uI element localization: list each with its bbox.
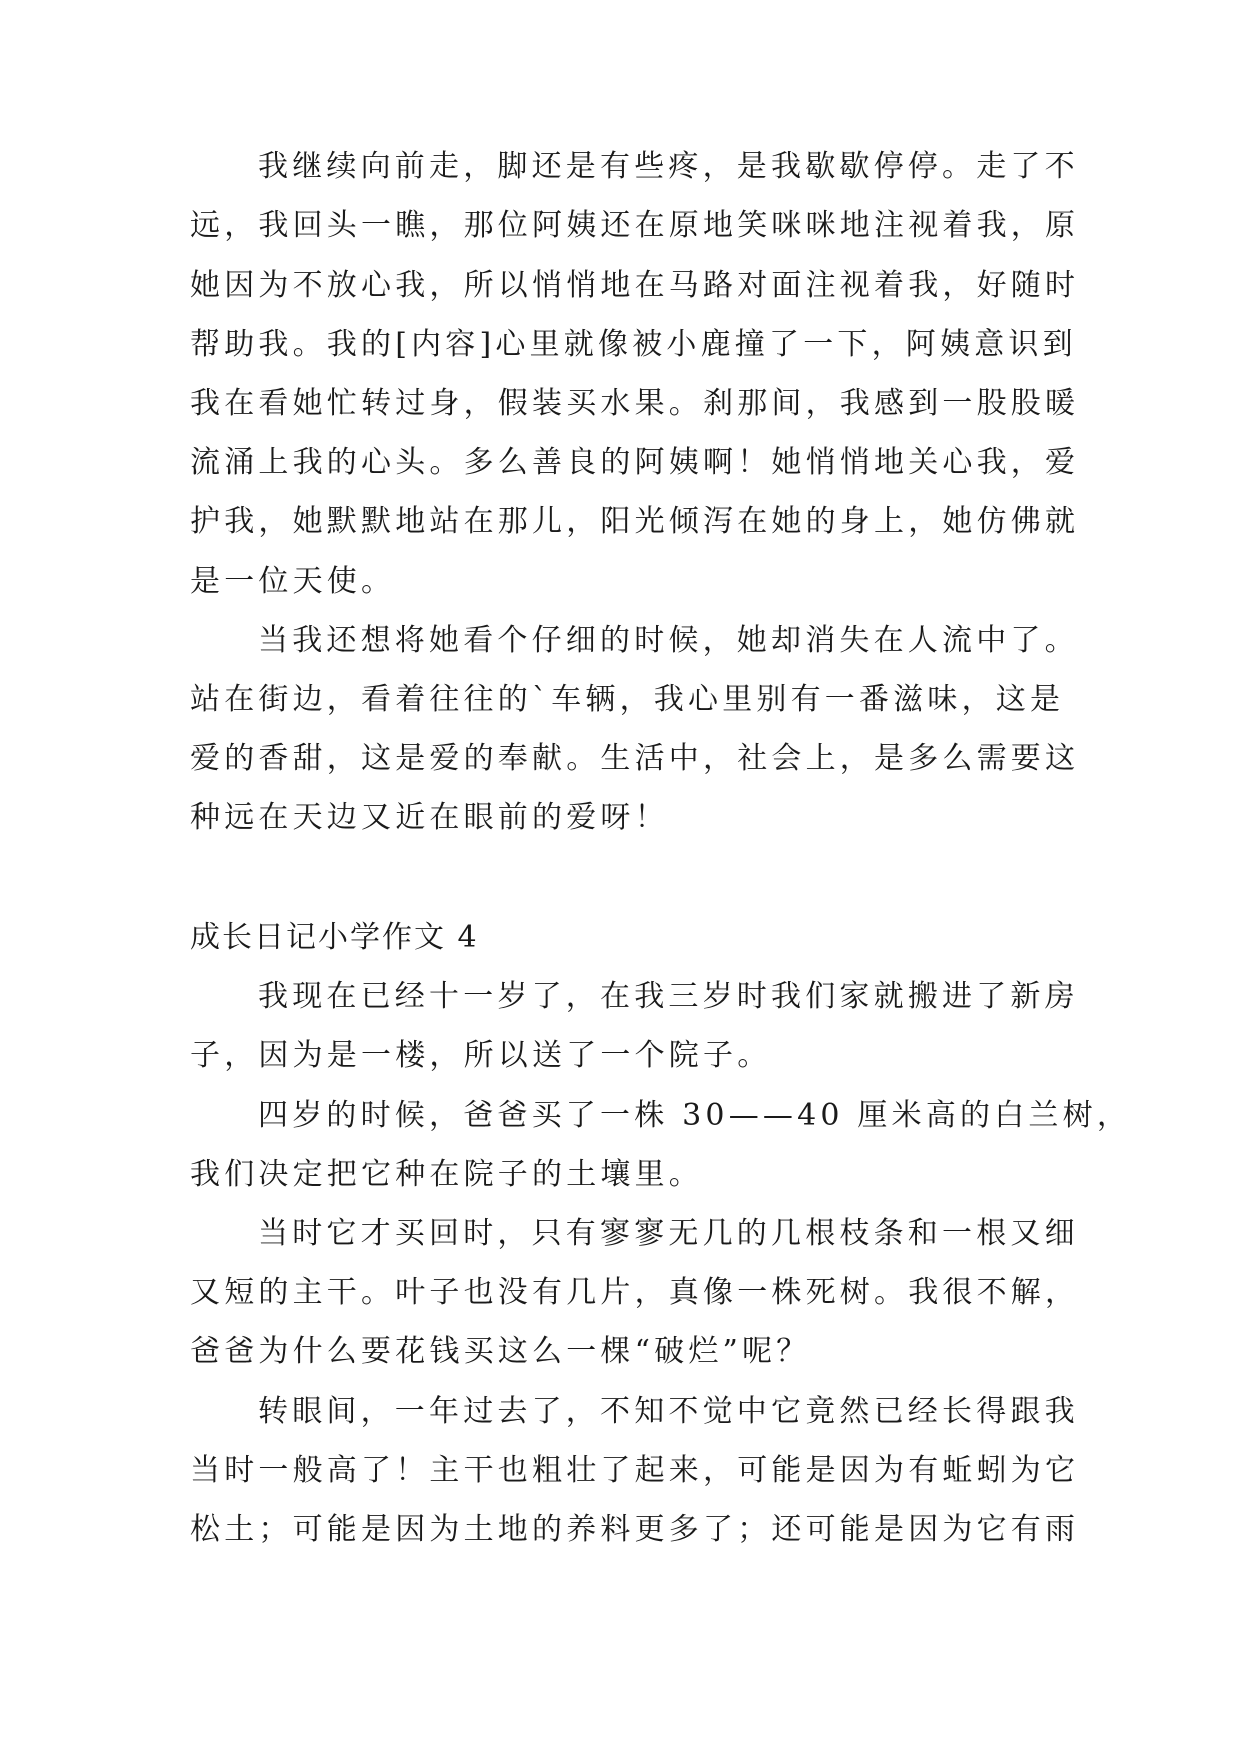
text-line: 我继续向前走，脚还是有些疼，是我歇歇停停。走了不: [258, 149, 1079, 184]
section-heading: 成长日记小学作文 4: [190, 920, 479, 955]
text-line: 她因为不放心我，所以悄悄地在马路对面注视着我，好随时: [190, 268, 1080, 303]
text-line: 种远在天边又近在眼前的爱呀！: [190, 800, 669, 835]
text-line: 当我还想将她看个仔细的时候，她却消失在人流中了。: [258, 623, 1079, 658]
text-line: 站在街边，看着往往的`车辆，我心里别有一番滋味，这是: [190, 682, 1065, 717]
text-line: 我现在已经十一岁了，在我三岁时我们家就搬进了新房: [258, 979, 1079, 1014]
text-line: 护我，她默默地站在那儿，阳光倾泻在她的身上，她仿佛就: [190, 504, 1080, 539]
text-line: 流涌上我的心头。多么善良的阿姨啊！她悄悄地关心我，爱: [190, 445, 1080, 480]
text-line: 爱的香甜，这是爱的奉献。生活中，社会上，是多么需要这: [190, 741, 1080, 776]
text-line: 爸爸为什么要花钱买这么一棵“破烂”呢？: [190, 1334, 811, 1369]
text-line: 当时它才买回时，只有寥寥无几的几根枝条和一根又细: [258, 1216, 1079, 1251]
text-line: 当时一般高了！主干也粗壮了起来，可能是因为有蚯蚓为它: [190, 1453, 1080, 1488]
text-line: 我们决定把它种在院子的土壤里。: [190, 1157, 703, 1192]
text-line: 四岁的时候，爸爸买了一株 30——40 厘米高的白兰树，: [258, 1098, 1132, 1133]
text-line: 是一位天使。: [190, 564, 396, 599]
text-line: 转眼间，一年过去了，不知不觉中它竟然已经长得跟我: [258, 1394, 1079, 1429]
text-line: 帮助我。我的[内容]心里就像被小鹿撞了一下，阿姨意识到: [190, 327, 1077, 362]
text-line: 松土；可能是因为土地的养料更多了；还可能是因为它有雨: [190, 1512, 1080, 1547]
text-line: 我在看她忙转过身，假装买水果。刹那间，我感到一股股暖: [190, 386, 1080, 421]
text-line: 又短的主干。叶子也没有几片，真像一株死树。我很不解，: [190, 1275, 1080, 1310]
text-line: 子，因为是一楼，所以送了一个院子。: [190, 1038, 772, 1073]
text-line: 远，我回头一瞧，那位阿姨还在原地笑咪咪地注视着我，原: [190, 208, 1080, 243]
